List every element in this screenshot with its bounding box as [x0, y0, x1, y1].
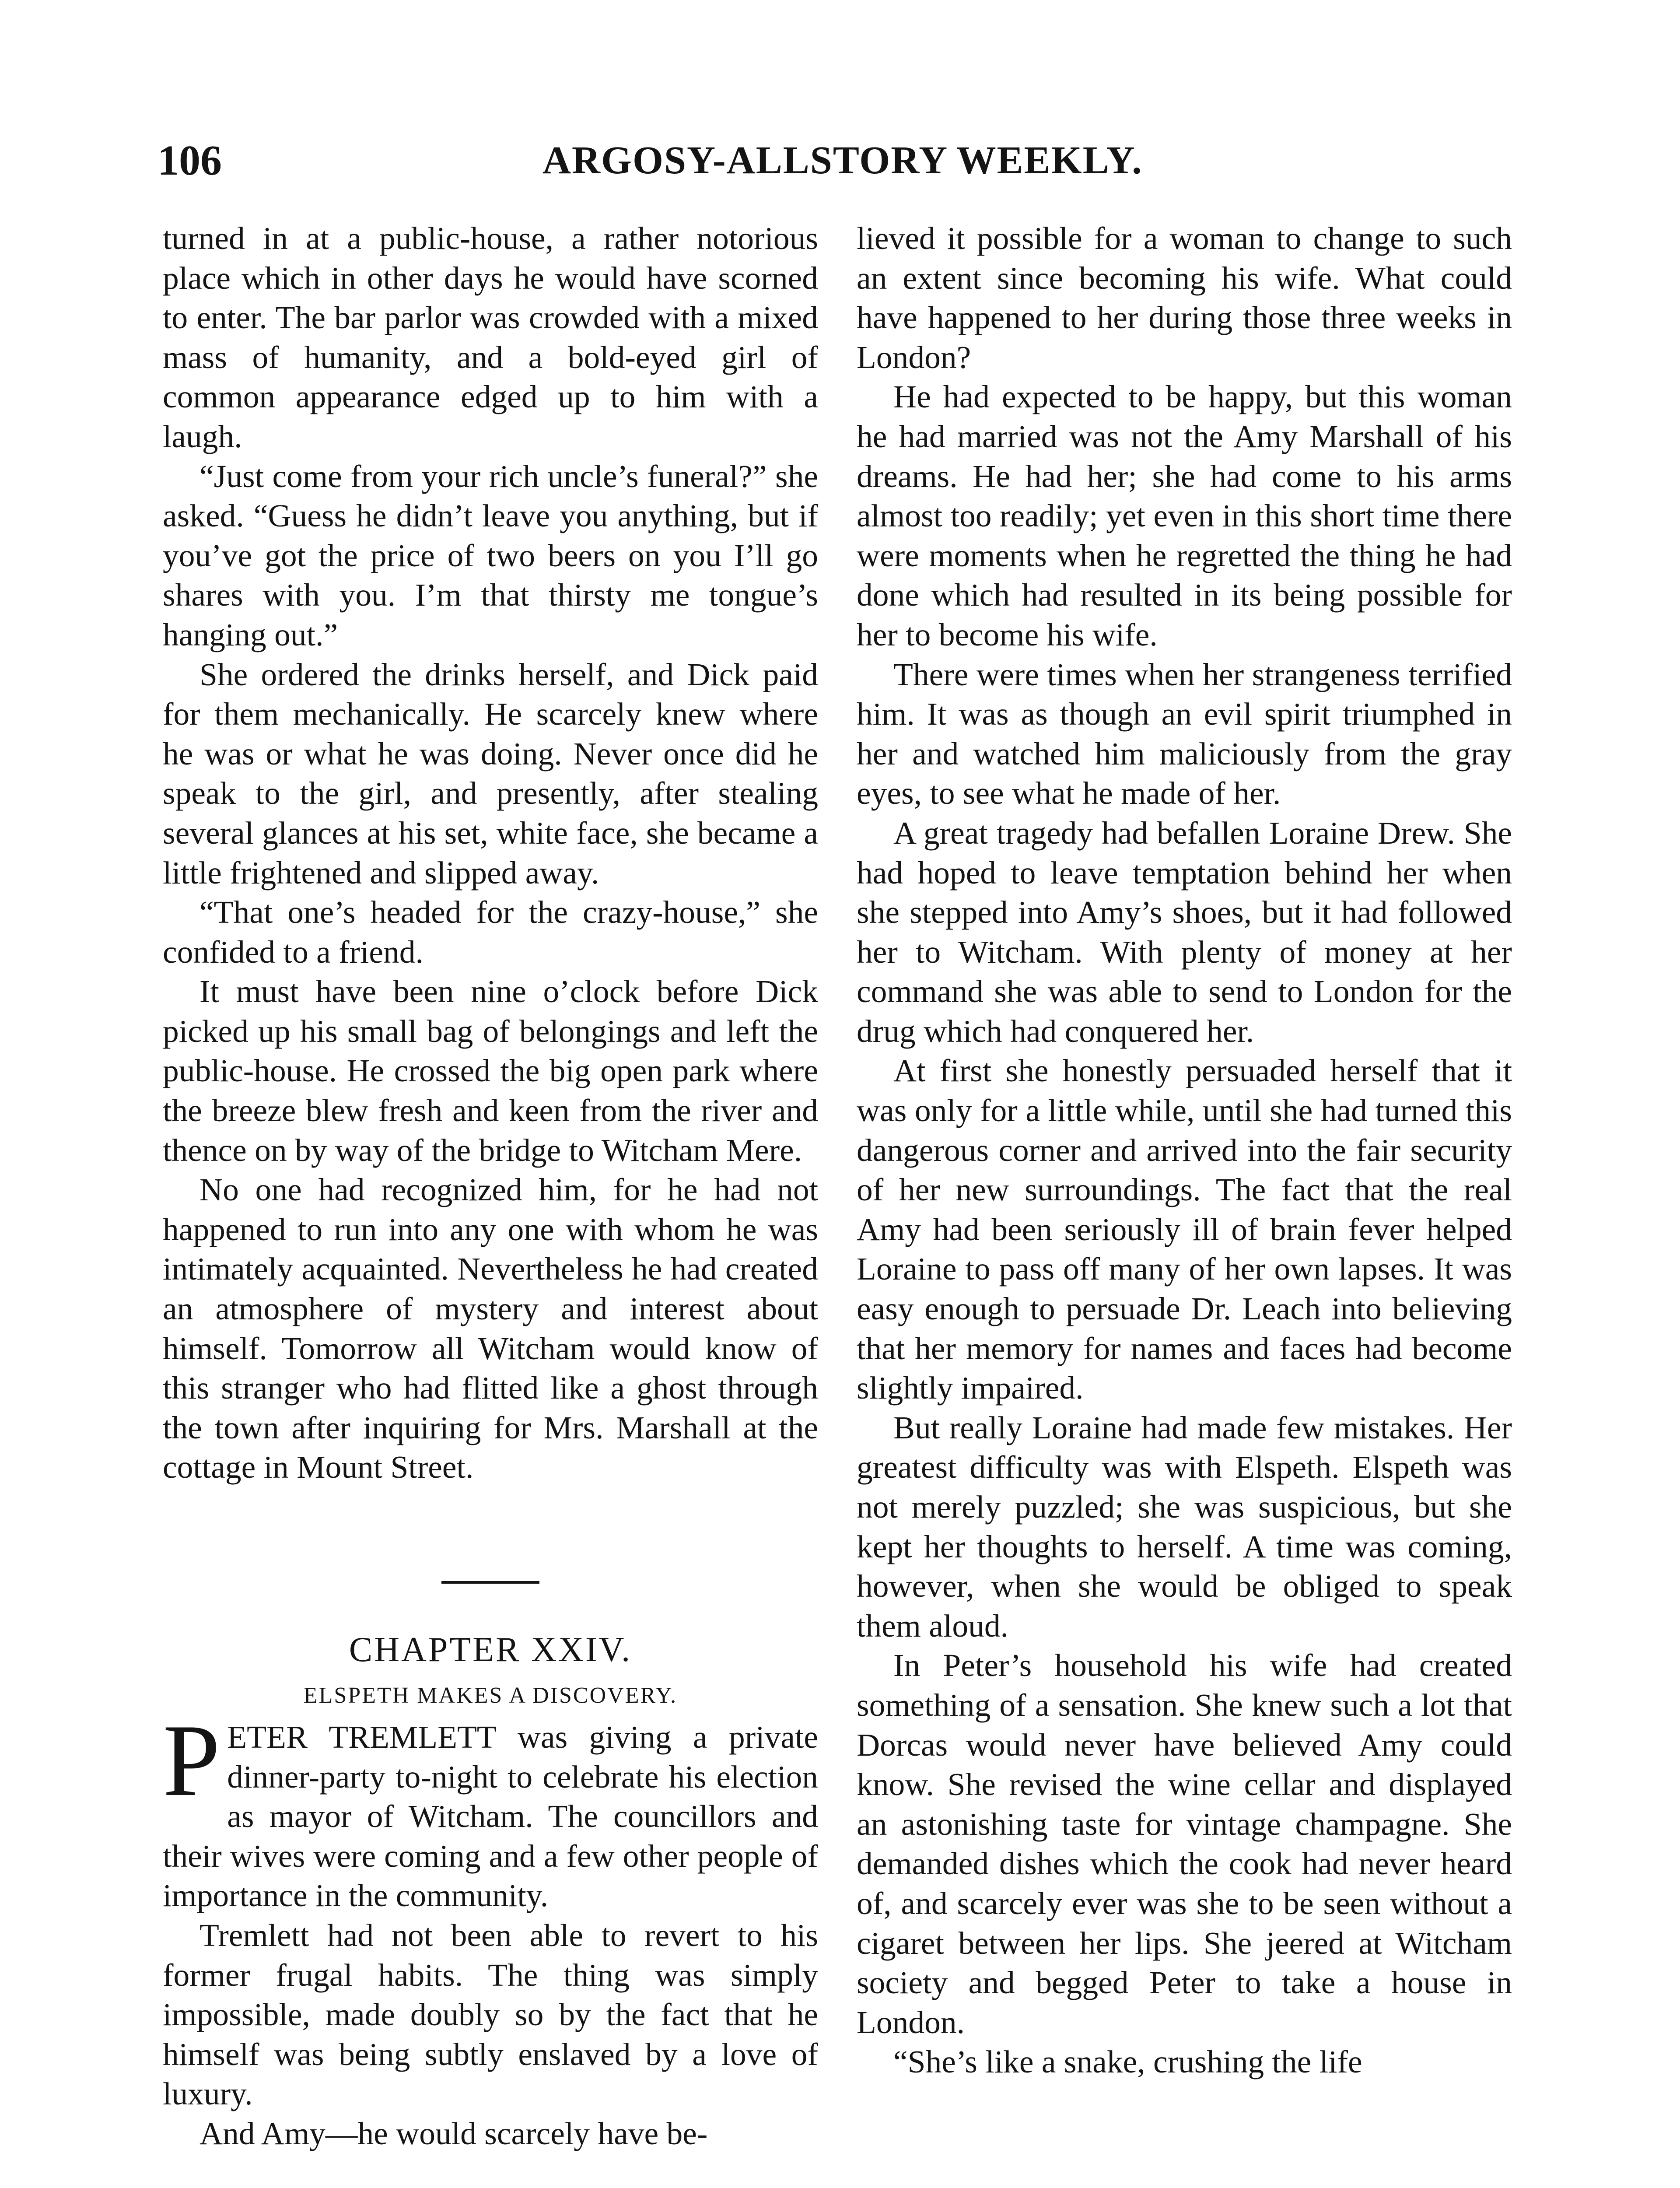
paragraph: A great tragedy had befallen Loraine Drew. She had hoped to leave temptation behind her when she stepped into Amy’s shoes, but it had followed her to Witcham. With plenty of money at her command she was able to send to London for the drug which had conquered her. — [857, 815, 1512, 1049]
section-divider — [441, 1581, 539, 1584]
paragraph: “She’s like a snake, crushing the life — [893, 2044, 1362, 2080]
paragraph: There were times when her strangeness terrified him. It was as though an evil spirit triumphed in her and watched him maliciously from the gray eyes, to see what he made of her. — [857, 656, 1512, 811]
chapter-opening-paragraph — [163, 1704, 818, 1916]
drop-cap: P — [163, 1704, 220, 1818]
paragraph: turned in at a public-house, a rather notorious place which in other days he would have scorned to enter. The bar parlor was crowded with a mixed mass of humanity, and a bold-eyed girl of common appearance edged up to him with a laugh. — [163, 221, 818, 454]
paragraph: But really Loraine had made few mistakes. Her greatest difficulty was with Elspeth. Elspeth was not merely puzzled; she was suspicious, but she kept her thoughts to herself. A time was coming, however, when she would be obliged to speak them aloud. — [857, 1410, 1512, 1644]
chapter-title: CHAPTER XXIV. — [349, 1630, 632, 1669]
paragraph-text: ETER TREMLETT was giving a private dinner-party to-night to celebrate his election as mayor of Witcham. The councillors and their wives were coming and a few other people of importance in the community. — [163, 1719, 818, 1914]
paragraph: In Peter’s household his wife had created something of a sensation. She knew such a lot that Dorcas would never have believed Amy could know. She revised the wine cellar and displayed an astonishing taste for vintage champagne. She demanded dishes which the cook had never heard of, and scarcely ever was she to be seen without a cigaret between her lips. She jeered at Witcham society and begged Peter to take a house in London. — [857, 1648, 1512, 2040]
running-head: ARGOSY-ALLSTORY WEEKLY. — [542, 139, 1143, 182]
chapter-subtitle: ELSPETH MAKES A DISCOVERY. — [303, 1683, 678, 1708]
paragraph: He had expected to be happy, but this woman he had married was not the Amy Marshall of his dreams. He had her; she had come to his arms almost too readily; yet even in this short time there were moments when he regretted the thing he had done which had resulted in its being possible for her to become his wife. — [857, 379, 1512, 652]
paragraph: “That one’s headed for the crazy-house,” she confided to a friend. — [163, 894, 818, 970]
paragraph: It must have been nine o’clock before Dick picked up his small bag of belongings and left the public-house. He crossed the big open park where the breeze blew fresh and keen from the river and thence on by way of the bridge to Witcham Mere. — [163, 974, 818, 1168]
paragraph: At first she honestly persuaded herself that it was only for a little while, until she had turned this dangerous corner and arrived into the fair security of her new surroundings. The fact that the real Amy had been seriously ill of brain fever helped Loraine to pass off many of her own lapses. It was easy enough to persuade Dr. Leach into believing that her memory for names and faces had become slightly impaired. — [857, 1053, 1512, 1406]
paragraph: No one had recognized him, for he had not happened to run into any one with whom he was intimately acquainted. Nevertheless he had created an atmosphere of mystery and interest about himself. Tomorrow all Witcham would know of this stranger who had flitted like a ghost through the town after inquiring for Mrs. Marshall at the cottage in Mount Street. — [163, 1172, 818, 1485]
right-column — [857, 219, 1512, 2082]
left-column — [163, 219, 818, 2154]
paragraph: And Amy—he would scarcely have be- — [200, 2115, 708, 2151]
paragraph: Tremlett had not been able to revert to his former frugal habits. The thing was simply impossible, made doubly so by the fact that he himself was being subtly enslaved by a love of luxury. — [163, 1917, 818, 2112]
paragraph: She ordered the drinks herself, and Dick paid for them mechanically. He scarcely knew where he was or what he was doing. Never once did he speak to the girl, and presently, after stealing several glances at his set, white face, she became a little frightened and slipped away. — [163, 656, 818, 891]
page-number: 106 — [158, 137, 222, 184]
paragraph: “Just come from your rich uncle’s funeral?” she asked. “Guess he didn’t leave you anything, but if you’ve got the price of two beers on you I’ll go shares with you. I’m that thirsty me tongue’s hanging out.” — [163, 458, 818, 652]
page-header — [0, 0, 1680, 201]
paragraph: lieved it possible for a woman to change to such an extent since becoming his wife. What could have happened to her during those three weeks in London? — [857, 221, 1512, 375]
